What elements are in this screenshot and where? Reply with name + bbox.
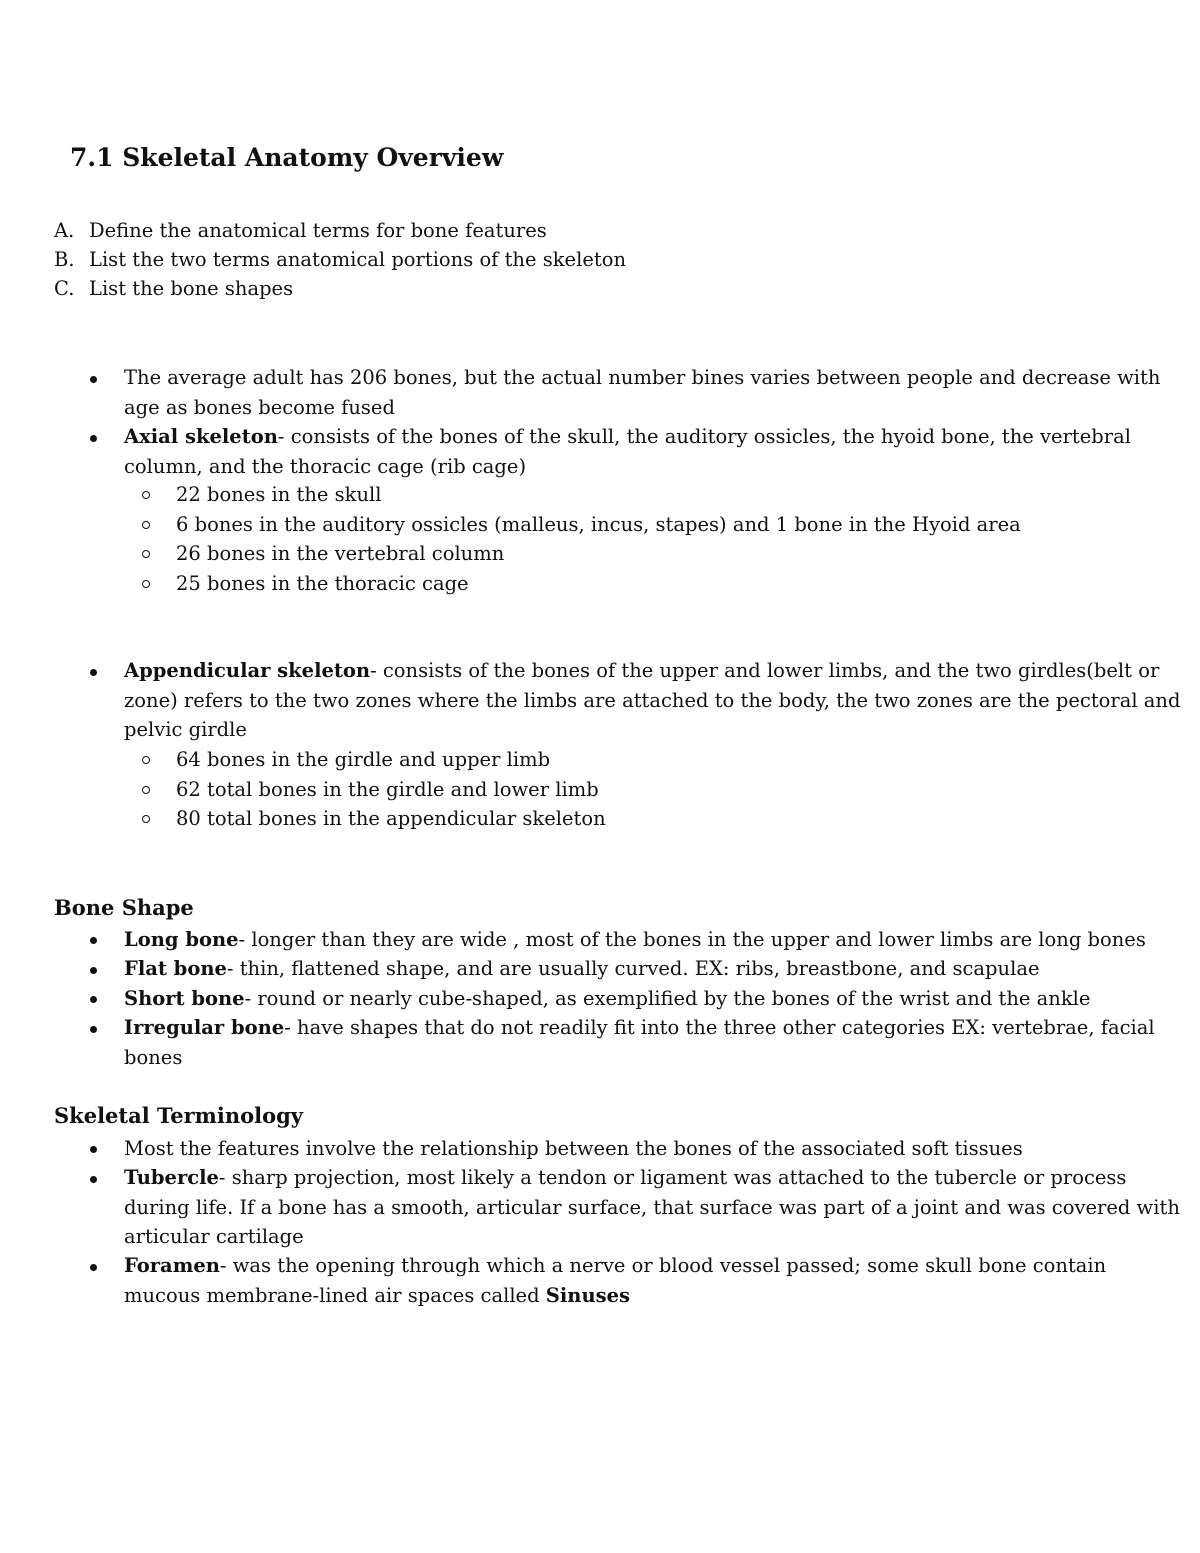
sub-bullet-circle	[142, 550, 150, 558]
axial-skeleton-item	[124, 422, 1184, 481]
skeletal-terminology-heading: Skeletal Terminology	[54, 1103, 303, 1128]
bone-shape-item	[124, 925, 1184, 955]
bullet-dot	[90, 669, 97, 676]
axial-subitem: 26 bones in the vertebral column	[176, 542, 505, 565]
appendicular-subitem: 62 total bones in the girdle and lower limb	[176, 778, 599, 801]
sinuses-term: Sinuses	[545, 1283, 630, 1307]
tubercle-item	[124, 1163, 1184, 1252]
sub-bullet-circle	[142, 815, 150, 823]
bone-shape-text: - round or nearly cube-shaped, as exemplified by the bones of the wrist and the ankle	[244, 987, 1091, 1010]
objective-marker: B.	[54, 248, 75, 271]
bone-shape-term: Short bone	[124, 987, 245, 1010]
objective-text: Define the anatomical terms for bone features	[89, 219, 547, 242]
bone-shape-text: - longer than they are wide , most of the bones in the upper and lower limbs are long bones	[238, 928, 1146, 951]
appendicular-subitem: 64 bones in the girdle and upper limb	[176, 748, 551, 771]
bullet-dot	[90, 937, 97, 944]
objective-item	[54, 216, 547, 246]
sub-bullet-circle	[142, 786, 150, 794]
bone-shape-text: - have shapes that do not readily fit into the three other categories EX: vertebrae, facial bones	[124, 1016, 1155, 1069]
appendicular-subitem: 80 total bones in the appendicular skeleton	[176, 807, 606, 830]
bone-shape-item	[124, 984, 1184, 1014]
axial-subitem: 6 bones in the auditory ossicles (malleus, incus, stapes) and 1 bone in the Hyoid area	[176, 513, 1021, 536]
objective-marker: C.	[54, 277, 75, 300]
objective-text: List the two terms anatomical portions of the skeleton	[89, 248, 627, 271]
bone-shape-term: Flat bone	[124, 957, 227, 980]
foramen-text: - was the opening through which a nerve or blood vessel passed; some skull bone contain mucous membrane-lined air spaces called	[124, 1254, 1107, 1307]
objective-marker: A.	[54, 219, 75, 242]
axial-subitem: 22 bones in the skull	[176, 483, 382, 506]
objective-text: List the bone shapes	[89, 277, 294, 300]
bone-shape-item	[124, 954, 1184, 984]
axial-subitem: 25 bones in the thoracic cage	[176, 572, 469, 595]
page-title: 7.1 Skeletal Anatomy Overview	[70, 143, 504, 172]
bone-shape-item	[124, 1013, 1184, 1072]
bone-shape-heading: Bone Shape	[54, 895, 194, 920]
bullet-dot	[90, 1264, 97, 1271]
axial-skeleton-term: Axial skeleton	[124, 425, 278, 448]
foramen-term: Foramen	[124, 1254, 220, 1277]
bullet-dot	[90, 376, 97, 383]
tubercle-text: - sharp projection, most likely a tendon or ligament was attached to the tubercle or process during life. If a bone has a smooth, articular surface, that surface was part of a joint and was covered with articular cartilage	[124, 1166, 1180, 1248]
tubercle-term: Tubercle	[124, 1166, 219, 1189]
bone-shape-text: - thin, flattened shape, and are usually curved. EX: ribs, breastbone, and scapulae	[226, 957, 1040, 980]
sub-bullet-circle	[142, 521, 150, 529]
appendicular-skeleton-text: - consists of the bones of the upper and lower limbs, and the two girdles(belt or zone) refers to the two zones where the limbs are attached to the body, the two zones are the pectoral and pelvic girdle	[124, 659, 1181, 741]
objective-item	[54, 274, 293, 304]
overview-intro: The average adult has 206 bones, but the actual number bines varies between people and decrease with age as bones become fused	[124, 366, 1161, 419]
foramen-item	[124, 1251, 1184, 1310]
terminology-intro: Most the features involve the relationship between the bones of the associated soft tissues	[124, 1137, 1023, 1160]
bullet-dot	[90, 1146, 97, 1153]
appendicular-skeleton-item	[124, 656, 1184, 745]
appendicular-skeleton-term: Appendicular skeleton	[124, 659, 371, 682]
sub-bullet-circle	[142, 580, 150, 588]
objective-item	[54, 245, 626, 275]
bullet-dot	[90, 1026, 97, 1033]
sub-bullet-circle	[142, 756, 150, 764]
bone-shape-term: Long bone	[124, 928, 239, 951]
bullet-dot	[90, 996, 97, 1003]
bullet-dot	[90, 1176, 97, 1183]
axial-skeleton-text: - consists of the bones of the skull, the auditory ossicles, the hyoid bone, the vertebral column, and the thoracic cage (rib cage)	[124, 425, 1131, 478]
bone-shape-term: Irregular bone	[124, 1016, 285, 1039]
bullet-dot	[90, 967, 97, 974]
bullet-dot	[90, 435, 97, 442]
sub-bullet-circle	[142, 491, 150, 499]
